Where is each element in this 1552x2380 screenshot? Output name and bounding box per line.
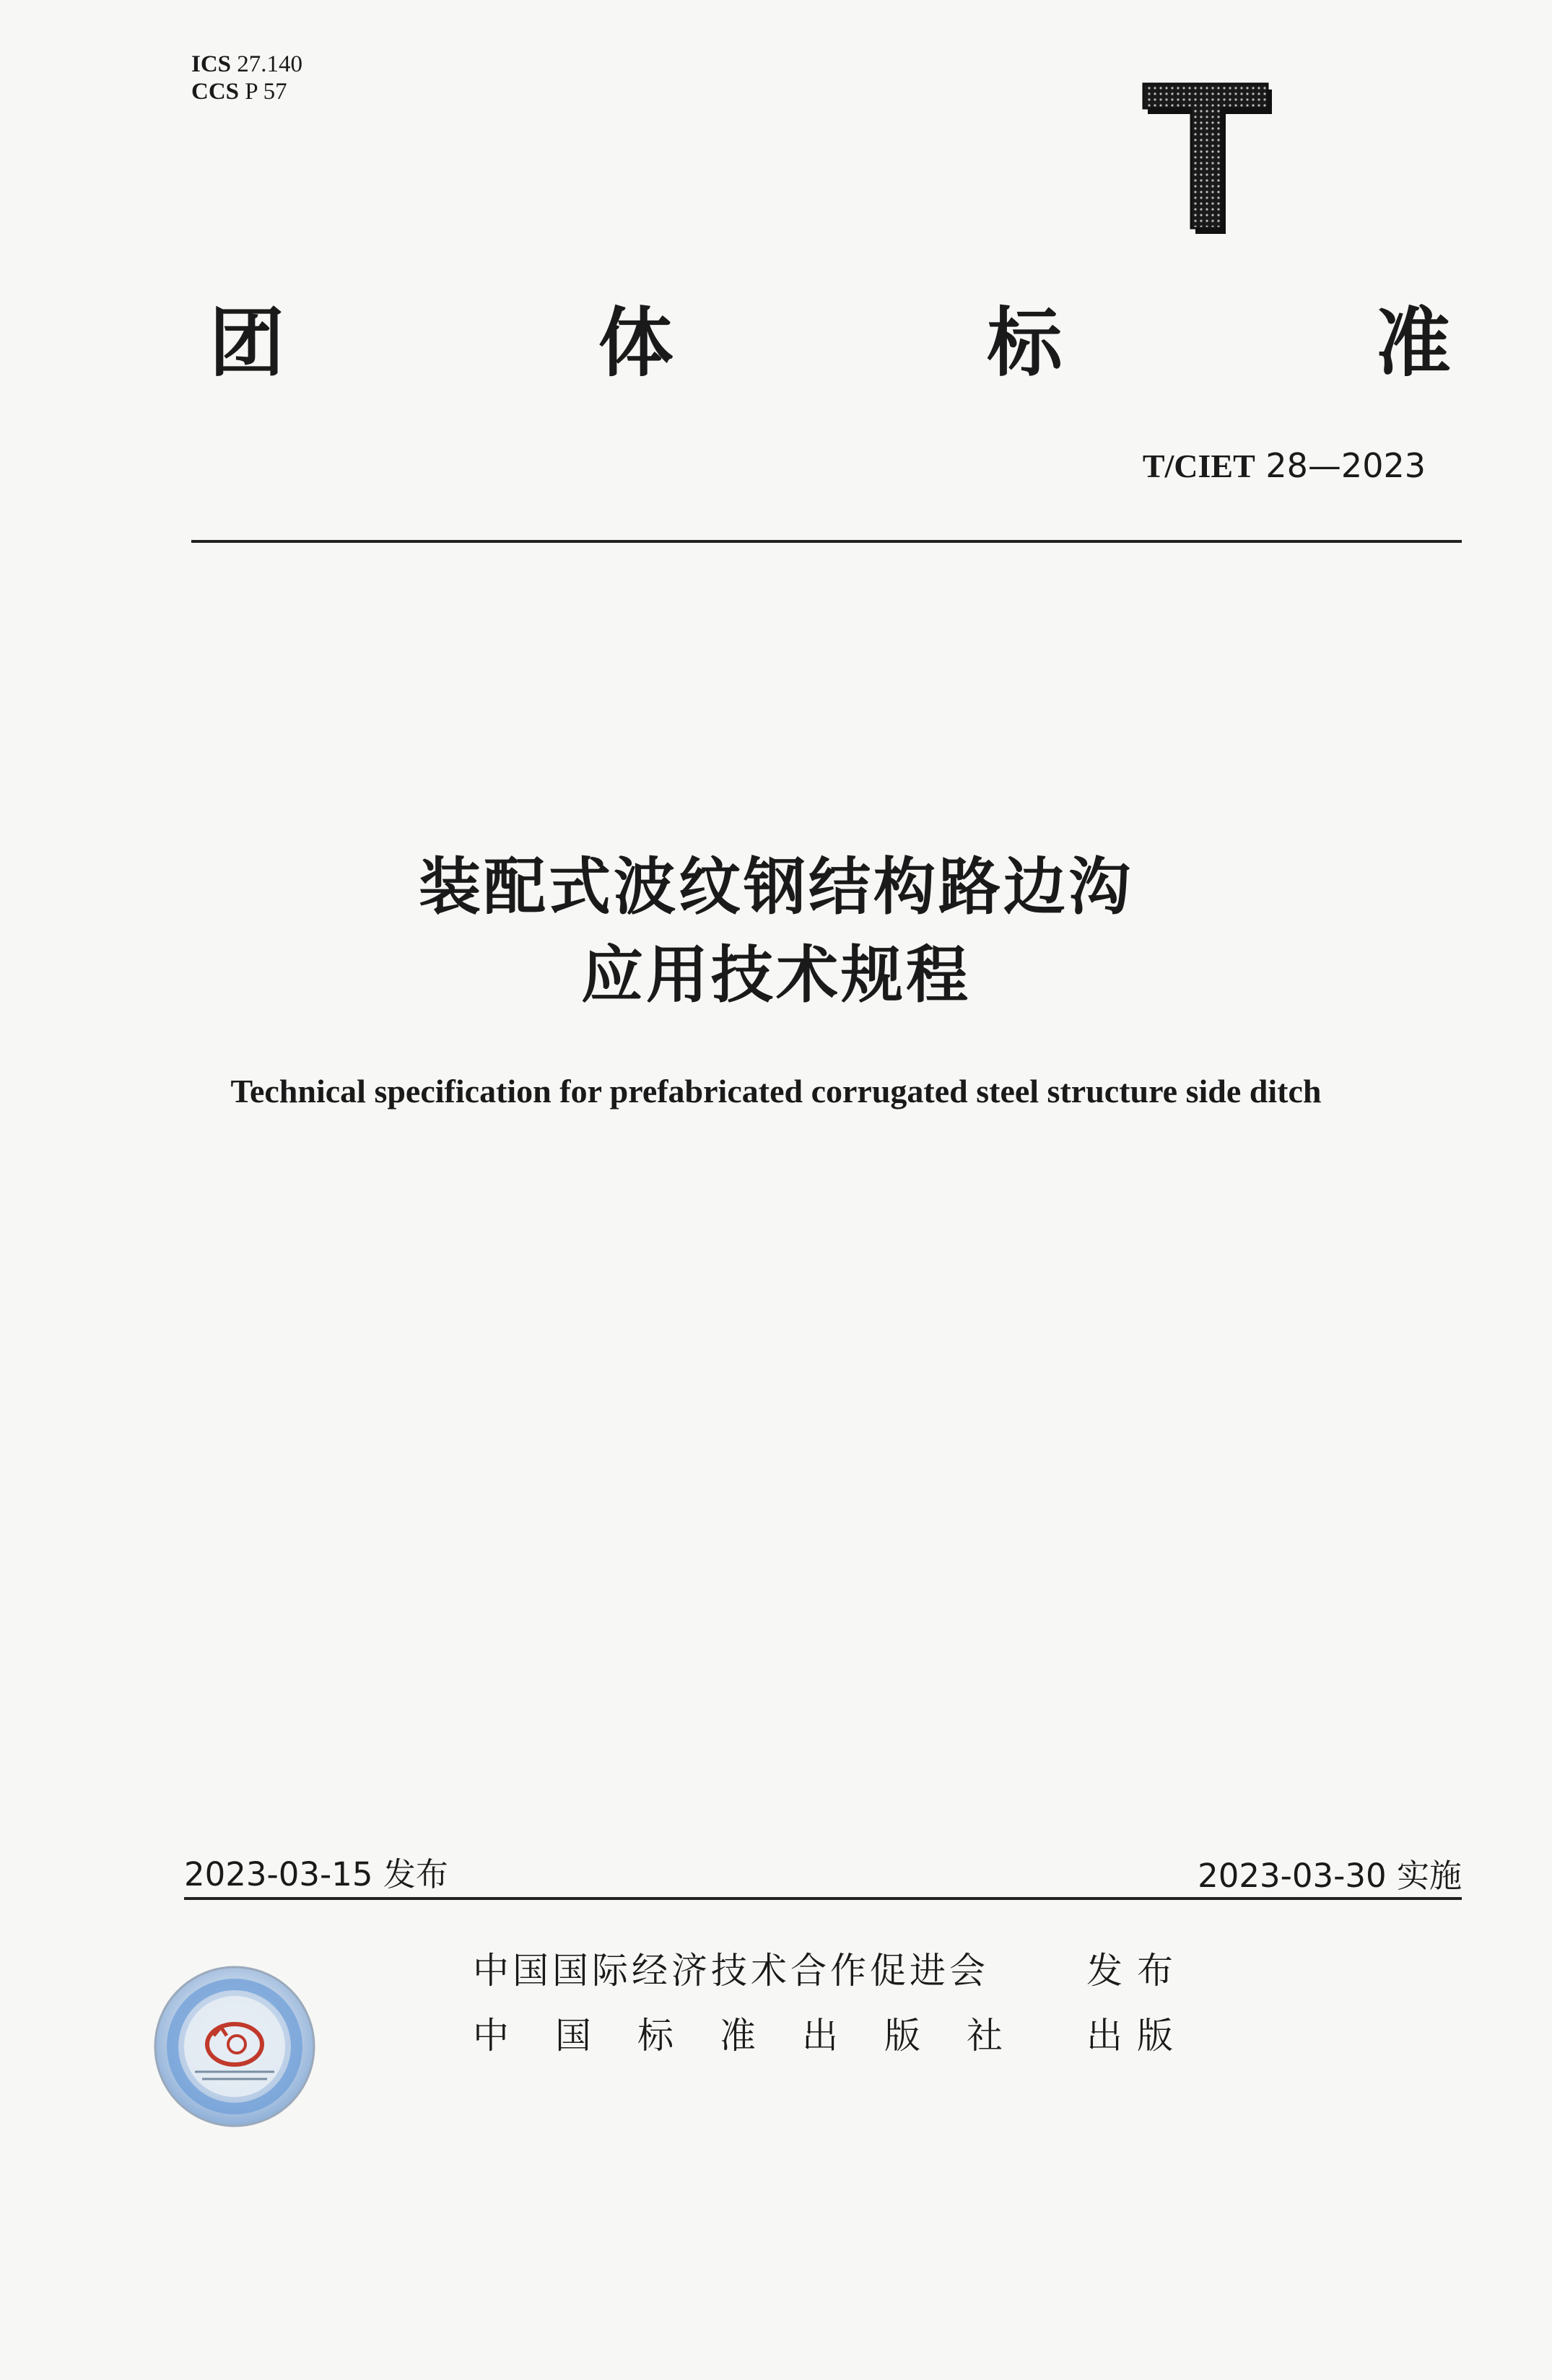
doc-type-char-4: 准	[1375, 299, 1451, 387]
doc-type-char-2: 体	[598, 299, 673, 387]
ccs-label: CCS	[191, 79, 240, 105]
issue-date-line	[184, 1848, 448, 1895]
implement-date: 2023-03-30	[1198, 1857, 1387, 1895]
standard-code: 28—2023	[1265, 446, 1426, 485]
title-en: Technical specification for prefabricated corrugated steel structure side ditch	[230, 1073, 1322, 1110]
doc-type-char-1: 团	[209, 299, 285, 387]
classification-codes	[191, 51, 302, 105]
top-divider	[191, 540, 1462, 543]
document-type-heading	[209, 296, 1451, 390]
issue-date: 2023-03-15	[184, 1855, 373, 1893]
ccs-line	[191, 78, 302, 105]
publisher-role-2: 出版	[1086, 2015, 1187, 2057]
title-cn-line-1: 装配式波纹钢结构路边沟	[419, 851, 1133, 923]
publisher-role-1: 发布	[1086, 1950, 1187, 1992]
implement-label: 实施	[1396, 1857, 1462, 1895]
group-standard-t-logo	[1141, 79, 1278, 238]
anti-counterfeit-seal-icon	[152, 1963, 318, 2130]
implement-date-line	[1198, 1849, 1462, 1896]
doc-type-char-3: 标	[987, 299, 1063, 387]
ics-line	[191, 51, 302, 78]
publisher-org-2: 中国标准出版社	[473, 2015, 1049, 2057]
publisher-org-1: 中国国际经济技术合作促进会	[473, 1950, 989, 1992]
ics-label: ICS	[191, 51, 232, 77]
title-cn-line-2: 应用技术规程	[581, 939, 971, 1011]
standard-prefix: T/CIET	[1142, 448, 1255, 484]
standard-number	[1143, 446, 1426, 485]
issue-label: 发布	[383, 1855, 448, 1893]
ics-code: 27.140	[237, 51, 303, 77]
ccs-code: P 57	[245, 79, 287, 105]
bottom-divider	[184, 1897, 1462, 1900]
